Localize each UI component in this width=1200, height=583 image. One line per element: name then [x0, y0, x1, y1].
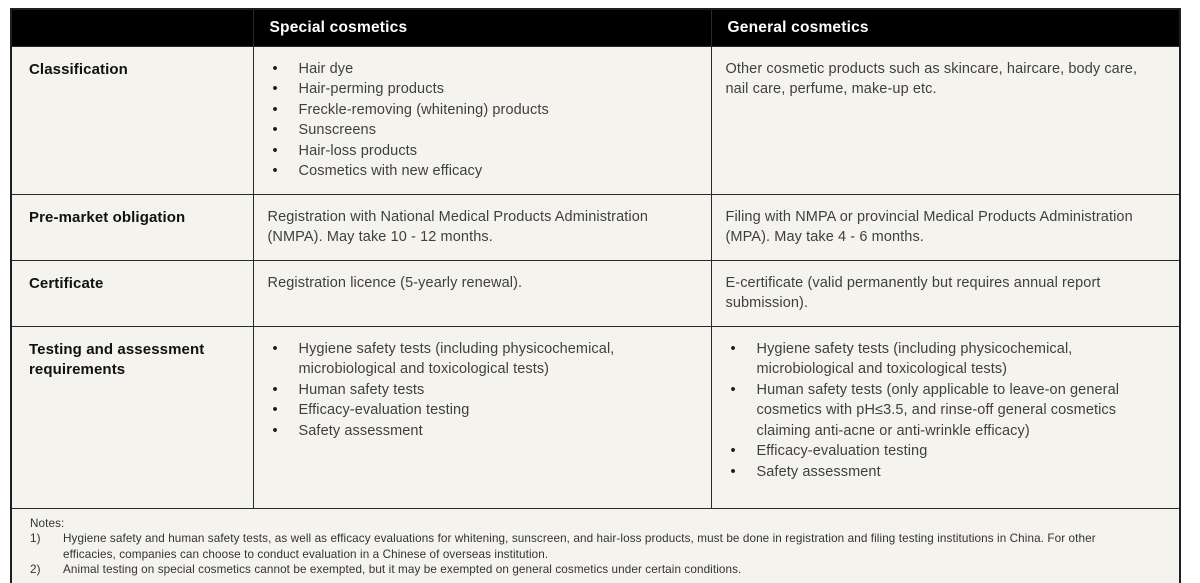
cosmetics-comparison-table — [10, 8, 1181, 583]
cell-certificate-general — [711, 260, 1180, 326]
bullet-item: • Safety assessment — [726, 462, 1164, 483]
header-row — [11, 9, 1180, 46]
bullet-item: • Efficacy-evaluation testing — [726, 441, 1164, 462]
cell-premarket-general — [711, 194, 1180, 260]
row-label-premarket-obligation: Pre-market obligation — [11, 194, 253, 260]
row-testing-assessment — [11, 326, 1180, 508]
note-number: 2) — [30, 563, 41, 576]
bullet-item: • Human safety tests (only applicable to leave-on general cosmetics with pH≤3.5, and rinse-off general cosmetics claiming anti-acne or anti-wrinkle efficacy) — [726, 380, 1164, 442]
cell-certificate-special — [253, 260, 711, 326]
cell-testing-general — [711, 326, 1180, 508]
note-item-2 — [30, 562, 1159, 578]
notes-cell — [11, 508, 1180, 583]
testing-general-list — [726, 339, 1164, 483]
row-premarket-obligation — [11, 194, 1180, 260]
bullet-item: • Efficacy-evaluation testing — [268, 400, 695, 421]
row-notes — [11, 508, 1180, 583]
note-item-1 — [30, 531, 1159, 562]
notes-title: Notes: — [30, 516, 65, 530]
row-label-classification: Classification — [11, 46, 253, 194]
row-label-certificate: Certificate — [11, 260, 253, 326]
header-general-cosmetics: General cosmetics — [711, 9, 1180, 46]
cell-classification-general — [711, 46, 1180, 194]
header-special-cosmetics: Special cosmetics — [253, 9, 711, 46]
bullet-item: • Sunscreens — [268, 120, 695, 141]
premarket-special-text: Registration with National Medical Products Administration (NMPA). May take 10 - 12 months. — [267, 208, 649, 245]
cell-premarket-special — [253, 194, 711, 260]
certificate-general-text: E-certificate (valid permanently but requires annual report submission). — [725, 274, 1101, 311]
bullet-item: • Hair-loss products — [268, 141, 695, 162]
certificate-special-text: Registration licence (5-yearly renewal). — [267, 274, 523, 291]
bullet-item: • Hair dye — [268, 59, 695, 80]
cell-testing-special — [253, 326, 711, 508]
classification-general-text: Other cosmetic products such as skincare, haircare, body care, nail care, perfume, make-up etc. — [725, 60, 1138, 97]
bullet-item: • Hygiene safety tests (including physicochemical, microbiological and toxicological tests) — [268, 339, 695, 380]
bullet-item: • Hygiene safety tests (including physicochemical, microbiological and toxicological tests) — [726, 339, 1164, 380]
bullet-item: • Human safety tests — [268, 380, 695, 401]
premarket-general-text: Filing with NMPA or provincial Medical Products Administration (MPA). May take 4 - 6 months. — [725, 208, 1133, 245]
row-classification — [11, 46, 1180, 194]
note-text: Hygiene safety and human safety tests, as well as efficacy evaluations for whitening, sunscreen, and hair-loss products, must be done in registration and filing testing institutions in China. For other efficacies, companies can choose to conduct evaluation in a Chinese of overseas institution. — [63, 532, 1096, 561]
cell-classification-special — [253, 46, 711, 194]
bullet-item: • Hair-perming products — [268, 79, 695, 100]
note-text: Animal testing on special cosmetics cannot be exempted, but it may be exempted on general cosmetics under certain conditions. — [63, 563, 742, 576]
note-number: 1) — [30, 532, 41, 545]
classification-special-list — [268, 59, 695, 182]
row-label-testing-assessment: Testing and assessment requirements — [11, 326, 253, 508]
row-certificate — [11, 260, 1180, 326]
testing-special-list — [268, 339, 695, 442]
bullet-item: • Safety assessment — [268, 421, 695, 442]
bullet-item: • Freckle-removing (whitening) products — [268, 100, 695, 121]
bullet-item: • Cosmetics with new efficacy — [268, 161, 695, 182]
header-corner-cell — [11, 9, 253, 46]
